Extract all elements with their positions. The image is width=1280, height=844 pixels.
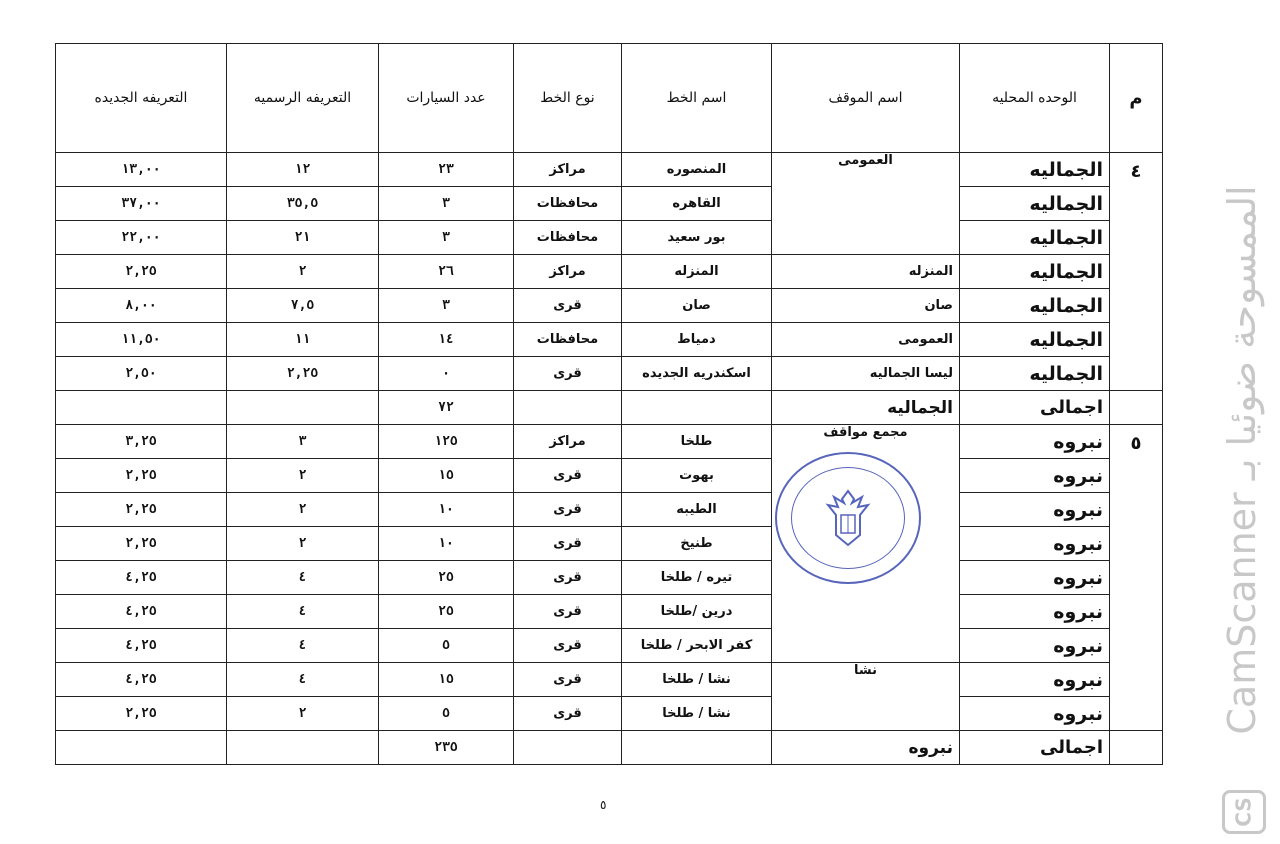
line-cell: طلخا xyxy=(622,425,772,459)
table-row xyxy=(56,663,1163,697)
type-cell: محافظات xyxy=(514,323,622,357)
total-cars: ٢٣٥ xyxy=(379,731,514,765)
cars-cell: ٥ xyxy=(379,629,514,663)
official-fare-cell: ١١ xyxy=(227,323,379,357)
unit-cell: نبروه xyxy=(960,697,1110,731)
row-number: ٤ xyxy=(1110,153,1163,391)
station-cell: العمومى xyxy=(772,323,960,357)
unit-cell: الجماليه xyxy=(960,289,1110,323)
header-new-fare: التعريفه الجديده xyxy=(56,44,227,153)
official-fare-cell: ٢ xyxy=(227,459,379,493)
line-cell: نشا / طلخا xyxy=(622,697,772,731)
stamp-inner-ring xyxy=(791,467,905,569)
official-fare-cell: ٢ xyxy=(227,255,379,289)
line-cell: كفر الابحر / طلخا xyxy=(622,629,772,663)
table-row xyxy=(56,357,1163,391)
official-fare-cell: ٢١ xyxy=(227,221,379,255)
type-cell: قرى xyxy=(514,697,622,731)
official-fare-cell: ١٢ xyxy=(227,153,379,187)
cars-cell: ١٤ xyxy=(379,323,514,357)
type-cell: محافظات xyxy=(514,187,622,221)
type-cell: قرى xyxy=(514,459,622,493)
total-empty-cell xyxy=(622,731,772,765)
line-cell: بهوت xyxy=(622,459,772,493)
header-unit: الوحده المحليه xyxy=(960,44,1110,153)
unit-cell: الجماليه xyxy=(960,357,1110,391)
page-number: ٥ xyxy=(600,798,607,812)
cars-cell: ٣ xyxy=(379,289,514,323)
line-cell: درين /طلخا xyxy=(622,595,772,629)
official-fare-cell: ٣ xyxy=(227,425,379,459)
total-row xyxy=(56,731,1163,765)
total-label: اجمالى xyxy=(960,391,1110,425)
type-cell: قرى xyxy=(514,663,622,697)
table-row xyxy=(56,493,1163,527)
total-label: اجمالى xyxy=(960,731,1110,765)
total-station: نبروه xyxy=(772,731,960,765)
official-fare-cell: ٢ xyxy=(227,493,379,527)
row-number: ٥ xyxy=(1110,425,1163,731)
new-fare-cell: ٣,٢٥ xyxy=(56,425,227,459)
table-row xyxy=(56,221,1163,255)
unit-cell: نبروه xyxy=(960,425,1110,459)
new-fare-cell: ١٣,٠٠ xyxy=(56,153,227,187)
type-cell: قرى xyxy=(514,527,622,561)
station-cell: مجمع مواقف xyxy=(772,425,960,663)
type-cell: قرى xyxy=(514,561,622,595)
table-row xyxy=(56,697,1163,731)
official-fare-cell: ٢ xyxy=(227,697,379,731)
line-cell: نشا / طلخا xyxy=(622,663,772,697)
line-cell: القاهره xyxy=(622,187,772,221)
logo-text: CS xyxy=(1231,797,1256,827)
cars-cell: ٢٦ xyxy=(379,255,514,289)
type-cell: قرى xyxy=(514,357,622,391)
official-fare-cell: ٤ xyxy=(227,561,379,595)
total-m-cell xyxy=(1110,391,1163,425)
type-cell: محافظات xyxy=(514,221,622,255)
camscanner-watermark xyxy=(1212,90,1272,835)
total-empty-cell xyxy=(622,391,772,425)
header-line: اسم الخط xyxy=(622,44,772,153)
cars-cell: ٢٣ xyxy=(379,153,514,187)
cars-cell: ٠ xyxy=(379,357,514,391)
unit-cell: الجماليه xyxy=(960,323,1110,357)
table-row xyxy=(56,255,1163,289)
header-official-fare: التعريفه الرسميه xyxy=(227,44,379,153)
official-fare-cell: ٢,٢٥ xyxy=(227,357,379,391)
eagle-emblem-icon xyxy=(818,485,878,551)
unit-cell: الجماليه xyxy=(960,187,1110,221)
table-row xyxy=(56,629,1163,663)
official-fare-cell: ٤ xyxy=(227,595,379,629)
header-m: م xyxy=(1110,44,1163,153)
line-cell: المنصوره xyxy=(622,153,772,187)
new-fare-cell: ٢٢,٠٠ xyxy=(56,221,227,255)
line-cell: طنيخ xyxy=(622,527,772,561)
cars-cell: ١٥ xyxy=(379,459,514,493)
new-fare-cell: ٤,٢٥ xyxy=(56,561,227,595)
total-empty-cell xyxy=(56,731,227,765)
line-cell: تيره / طلخا xyxy=(622,561,772,595)
new-fare-cell: ٢,٥٠ xyxy=(56,357,227,391)
total-empty-cell xyxy=(514,391,622,425)
cars-cell: ١٠ xyxy=(379,527,514,561)
line-cell: اسكندريه الجديده xyxy=(622,357,772,391)
table-row xyxy=(56,323,1163,357)
type-cell: مراكز xyxy=(514,153,622,187)
table-row xyxy=(56,561,1163,595)
table-row xyxy=(56,459,1163,493)
total-station: الجماليه xyxy=(772,391,960,425)
cars-cell: ٢٥ xyxy=(379,561,514,595)
unit-cell: نبروه xyxy=(960,493,1110,527)
header-station: اسم الموقف xyxy=(772,44,960,153)
line-cell: دمياط xyxy=(622,323,772,357)
unit-cell: نبروه xyxy=(960,561,1110,595)
cars-cell: ٢٥ xyxy=(379,595,514,629)
total-empty-cell xyxy=(56,391,227,425)
header-line-type: نوع الخط xyxy=(514,44,622,153)
line-cell: الطيبه xyxy=(622,493,772,527)
unit-cell: الجماليه xyxy=(960,255,1110,289)
total-empty-cell xyxy=(227,391,379,425)
official-fare-cell: ٧,٥ xyxy=(227,289,379,323)
cars-cell: ١٠ xyxy=(379,493,514,527)
cars-cell: ١٢٥ xyxy=(379,425,514,459)
table-row xyxy=(56,595,1163,629)
total-m-cell xyxy=(1110,731,1163,765)
table-row xyxy=(56,153,1163,187)
official-fare-cell: ٤ xyxy=(227,629,379,663)
unit-cell: نبروه xyxy=(960,663,1110,697)
cars-cell: ٣ xyxy=(379,187,514,221)
total-empty-cell xyxy=(227,731,379,765)
new-fare-cell: ٤,٢٥ xyxy=(56,663,227,697)
unit-cell: نبروه xyxy=(960,459,1110,493)
cars-cell: ١٥ xyxy=(379,663,514,697)
table-row xyxy=(56,527,1163,561)
unit-cell: نبروه xyxy=(960,595,1110,629)
new-fare-cell: ٢,٢٥ xyxy=(56,527,227,561)
table-row xyxy=(56,289,1163,323)
total-empty-cell xyxy=(514,731,622,765)
header-row xyxy=(56,44,1163,153)
unit-cell: الجماليه xyxy=(960,153,1110,187)
new-fare-cell: ٢,٢٥ xyxy=(56,697,227,731)
cars-cell: ٥ xyxy=(379,697,514,731)
new-fare-cell: ١١,٥٠ xyxy=(56,323,227,357)
line-cell: بور سعيد xyxy=(622,221,772,255)
unit-cell: الجماليه xyxy=(960,221,1110,255)
new-fare-cell: ٢,٢٥ xyxy=(56,459,227,493)
new-fare-cell: ٤,٢٥ xyxy=(56,595,227,629)
line-cell: صان xyxy=(622,289,772,323)
new-fare-cell: ٢,٢٥ xyxy=(56,493,227,527)
type-cell: قرى xyxy=(514,289,622,323)
official-fare-cell: ٣٥,٥ xyxy=(227,187,379,221)
official-fare-cell: ٤ xyxy=(227,663,379,697)
camscanner-logo-icon xyxy=(1222,790,1266,834)
station-cell: المنزله xyxy=(772,255,960,289)
type-cell: قرى xyxy=(514,629,622,663)
new-fare-cell: ٣٧,٠٠ xyxy=(56,187,227,221)
new-fare-cell: ٨,٠٠ xyxy=(56,289,227,323)
type-cell: مراكز xyxy=(514,425,622,459)
total-row xyxy=(56,391,1163,425)
station-cell: صان xyxy=(772,289,960,323)
table-row xyxy=(56,425,1163,459)
header-cars: عدد السيارات xyxy=(379,44,514,153)
line-cell: المنزله xyxy=(622,255,772,289)
station-cell: ليسا الجماليه xyxy=(772,357,960,391)
official-stamp xyxy=(775,452,921,584)
type-cell: مراكز xyxy=(514,255,622,289)
official-fare-cell: ٢ xyxy=(227,527,379,561)
station-cell: نشا xyxy=(772,663,960,731)
fares-table xyxy=(55,43,1163,765)
table-row xyxy=(56,187,1163,221)
new-fare-cell: ٤,٢٥ xyxy=(56,629,227,663)
total-cars: ٧٢ xyxy=(379,391,514,425)
cars-cell: ٣ xyxy=(379,221,514,255)
station-cell: العمومى xyxy=(772,153,960,255)
unit-cell: نبروه xyxy=(960,527,1110,561)
watermark-text: الممسوحة ضوئيا بـ CamScanner xyxy=(1220,185,1264,735)
type-cell: قرى xyxy=(514,595,622,629)
unit-cell: نبروه xyxy=(960,629,1110,663)
new-fare-cell: ٢,٢٥ xyxy=(56,255,227,289)
type-cell: قرى xyxy=(514,493,622,527)
